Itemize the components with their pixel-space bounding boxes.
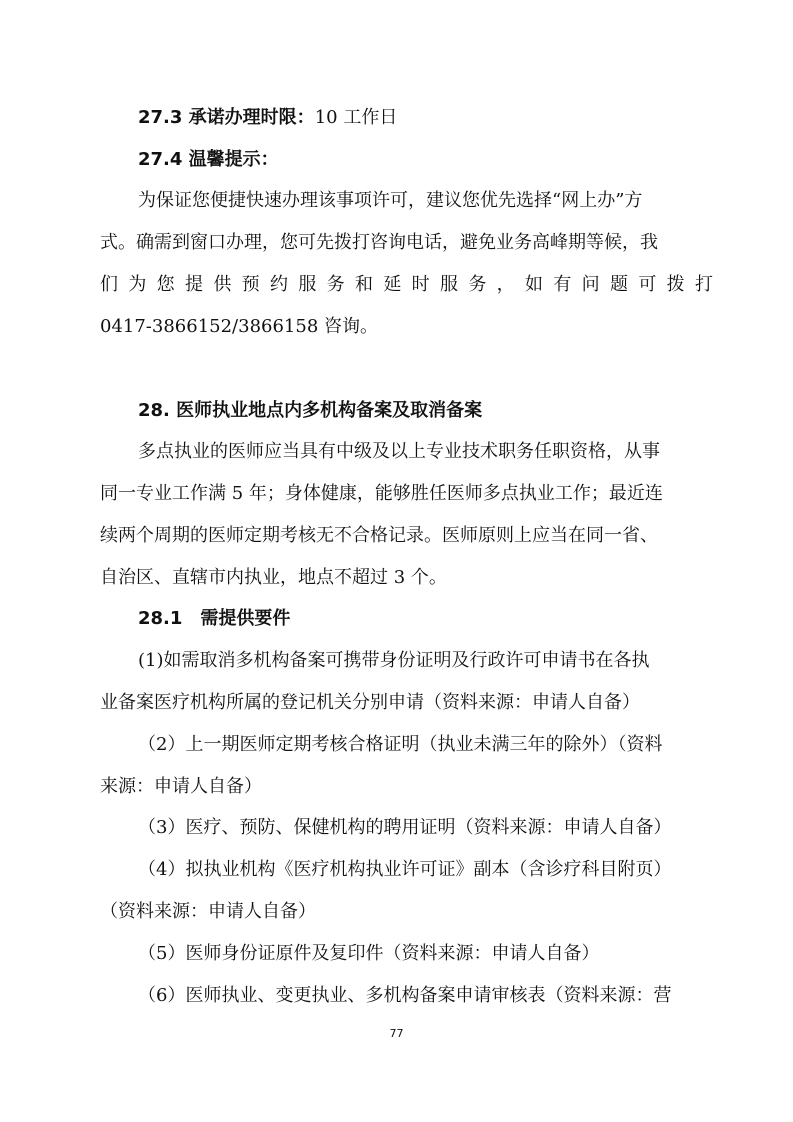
page-number: 77	[389, 1027, 404, 1040]
paragraph-line: 们为您提供预约服务和延时服务，如有问题可拨打	[100, 274, 713, 295]
list-item-line: （5）医师身份证原件及复印件（资料来源：申请人自备）	[138, 943, 600, 964]
paragraph-line: 式。确需到窗口办理，您可先拨打咨询电话，避免业务高峰期等候，我	[100, 232, 658, 253]
list-item-line: （资料来源：申请人自备）	[100, 901, 316, 922]
list-item-line: 来源：申请人自备）	[100, 776, 262, 797]
paragraph-line: 多点执业的医师应当具有中级及以上专业技术职务任职资格，从事	[138, 441, 660, 462]
paragraph-line: 0417-3866152/3866158 咨询。	[100, 316, 379, 337]
paragraph-line: 自治区、直辖市内执业，地点不超过 3 个。	[100, 567, 447, 588]
list-item-line: （4）拟执业机构《医疗机构执业许可证》副本（含诊疗科目附页）	[138, 859, 672, 880]
list-item-line: （3）医疗、预防、保健机构的聘用证明（资料来源：申请人自备）	[138, 817, 672, 838]
paragraph-line: 为保证您便捷快速办理该事项许可，建议您优先选择“网上办”方	[138, 190, 643, 211]
list-item-line: （6）医师执业、变更执业、多机构备案申请审核表（资料来源：营	[138, 985, 672, 1006]
paragraph-line: 同一专业工作满 5 年；身体健康，能够胜任医师多点执业工作；最近连	[100, 483, 663, 504]
section-27-4-title: 27.4 温馨提示：	[138, 149, 279, 170]
list-item-line: 业备案医疗机构所属的登记机关分别申请（资料来源：申请人自备）	[100, 692, 640, 713]
section-27-3-value: 10 工作日	[314, 107, 398, 128]
paragraph-line: 续两个周期的医师定期考核无不合格记录。医师原则上应当在同一省、	[100, 525, 658, 546]
list-item-line: (1)如需取消多机构备案可携带身份证明及行政许可申请书在各执	[138, 650, 650, 671]
section-27-3-label: 27.3 承诺办理时限：	[138, 107, 315, 128]
section-27-3	[138, 106, 751, 130]
section-28-1-title: 28.1 需提供要件	[138, 608, 291, 629]
list-item-line: （2）上一期医师定期考核合格证明（执业未满三年的除外）（资料	[138, 734, 663, 755]
section-28-title: 28. 医师执业地点内多机构备案及取消备案	[138, 400, 483, 421]
